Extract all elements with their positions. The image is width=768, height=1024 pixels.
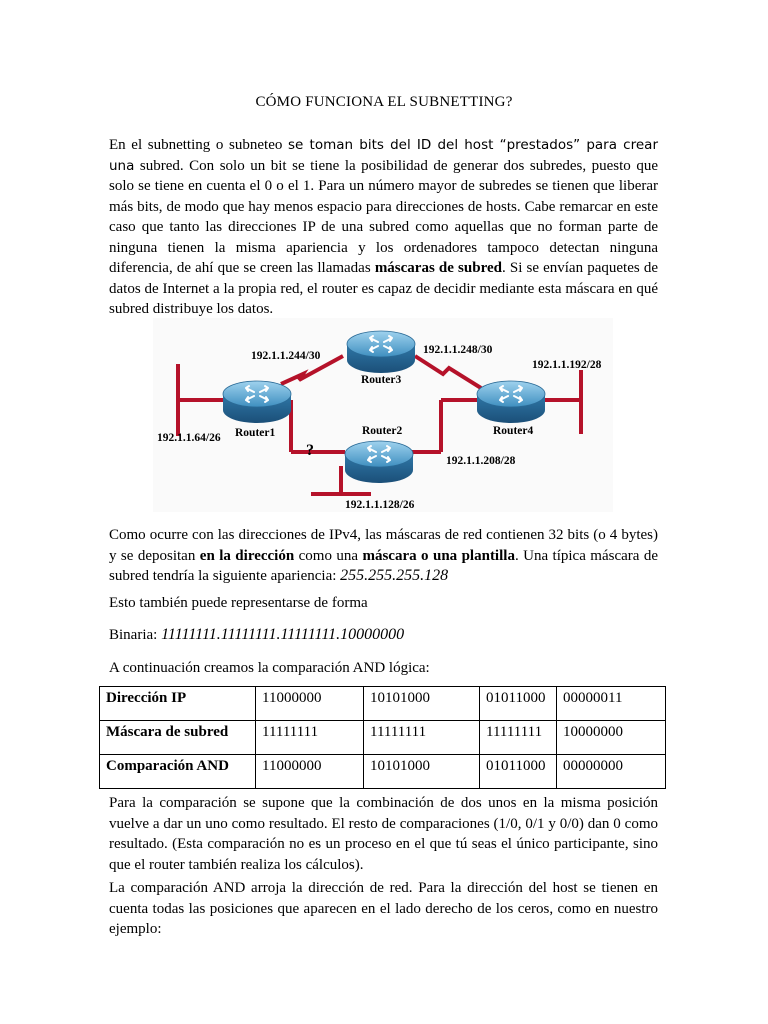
label-router1: Router1 — [235, 427, 276, 439]
table-cell-octet: 11000000 — [256, 755, 364, 789]
mask-text-c: como una — [294, 547, 363, 564]
network-diagram — [153, 318, 613, 512]
paragraph-binary — [109, 625, 658, 646]
table-row-label: Máscara de subred — [100, 721, 256, 755]
paragraph-and-explanation: Para la comparación se supone que la combinación de dos unos en la misma posición vuelve a dar un uno como resultado. El resto de comparaciones (1/0, 0/1 y 0/0) dan 0 como resultado. (Esta comparación no es un proceso en el que tú seas el único participante, sino que el router también realiza los cálculos). — [109, 795, 658, 873]
mask-example-value: 255.255.255.128 — [340, 567, 449, 584]
mask-text-d: . Una típica máscara de subred tendría la siguiente apariencia: — [109, 547, 659, 584]
paragraph-mask — [109, 525, 658, 587]
intro-text-b: se toman bits del ID del host “prestados” para crear una — [109, 137, 658, 174]
label-net-r3-r4: 192.1.1.248/30 — [423, 344, 493, 356]
label-router4: Router4 — [493, 425, 534, 437]
intro-text-a: En el subnetting o subneteo — [109, 137, 289, 153]
table-row-label: Comparación AND — [100, 755, 256, 789]
paragraph-representation: Esto también puede representarse de forma — [109, 595, 368, 611]
table-cell-octet: 10101000 — [364, 687, 480, 721]
label-net-r4-lan: 192.1.1.192/28 — [532, 359, 602, 371]
binary-value: 11111111.11111111.11111111.10000000 — [161, 626, 405, 643]
label-net-r2-lan: 192.1.1.128/26 — [345, 499, 415, 511]
mask-text-a: Como ocurre con las direcciones de IPv4, las máscaras de red contienen 32 bits (o 4 bytes) y se depositan — [109, 527, 658, 564]
paragraph-network-address: La comparación AND arroja la dirección de red. Para la dirección del host se tienen en cuenta todas las posiciones que aparecen en el lado derecho de los ceros, como en nuestro ejemplo: — [109, 880, 658, 937]
binary-label: Binaria: — [109, 627, 162, 643]
table-row-label: Dirección IP — [100, 687, 256, 721]
label-net-r2-r4: 192.1.1.208/28 — [446, 455, 516, 467]
table-cell-octet: 11111111 — [480, 721, 557, 755]
table-row — [100, 721, 666, 755]
and-comparison-table — [99, 686, 666, 789]
page-title: CÓMO FUNCIONA EL SUBNETTING? — [255, 94, 513, 110]
intro-bold-term: máscaras de subred — [374, 260, 502, 276]
label-router3: Router3 — [361, 374, 402, 386]
label-router2: Router2 — [362, 425, 403, 437]
table-cell-octet: 01011000 — [480, 755, 557, 789]
mask-bold-1: en la dirección — [199, 547, 295, 564]
table-cell-octet: 11111111 — [364, 721, 480, 755]
label-net-r1-lan: 192.1.1.64/26 — [157, 432, 221, 444]
paragraph-intro — [109, 135, 658, 320]
table-cell-octet: 00000000 — [557, 755, 666, 789]
paragraph-and-intro: A continuación creamos la comparación AND lógica: — [109, 660, 430, 676]
table-cell-octet: 11000000 — [256, 687, 364, 721]
table-row — [100, 755, 666, 789]
label-question-mark: ? — [306, 442, 314, 459]
table-cell-octet: 00000011 — [557, 687, 666, 721]
table-cell-octet: 11111111 — [256, 721, 364, 755]
label-net-r1-r3: 192.1.1.244/30 — [251, 350, 321, 362]
intro-text-c: subred. Con solo un bit se tiene la posibilidad de generar dos subredes, puesto que solo se tiene en cuenta el 0 o el 1. Para un número mayor de subredes se tienen que liberar más bits, de modo que hay menos espacio para direcciones de hosts. Cabe remarcar en este caso que tanto las direcciones IP de una subred como aquellas que no forman parte de ninguna tienen la misma apariencia y los ordenadores tampoco detectan ninguna diferencia, de ahí que se creen las llamadas — [109, 157, 658, 276]
table-row — [100, 687, 666, 721]
table-cell-octet: 10101000 — [364, 755, 480, 789]
mask-bold-2: máscara o una plantilla — [362, 547, 515, 564]
table-cell-octet: 10000000 — [557, 721, 666, 755]
intro-text-d: . Si se envían paquetes de datos de Internet a la propia red, el router es capaz de decidir mediante esta máscara en qué subred distribuye los datos. — [109, 260, 658, 317]
table-cell-octet: 01011000 — [480, 687, 557, 721]
